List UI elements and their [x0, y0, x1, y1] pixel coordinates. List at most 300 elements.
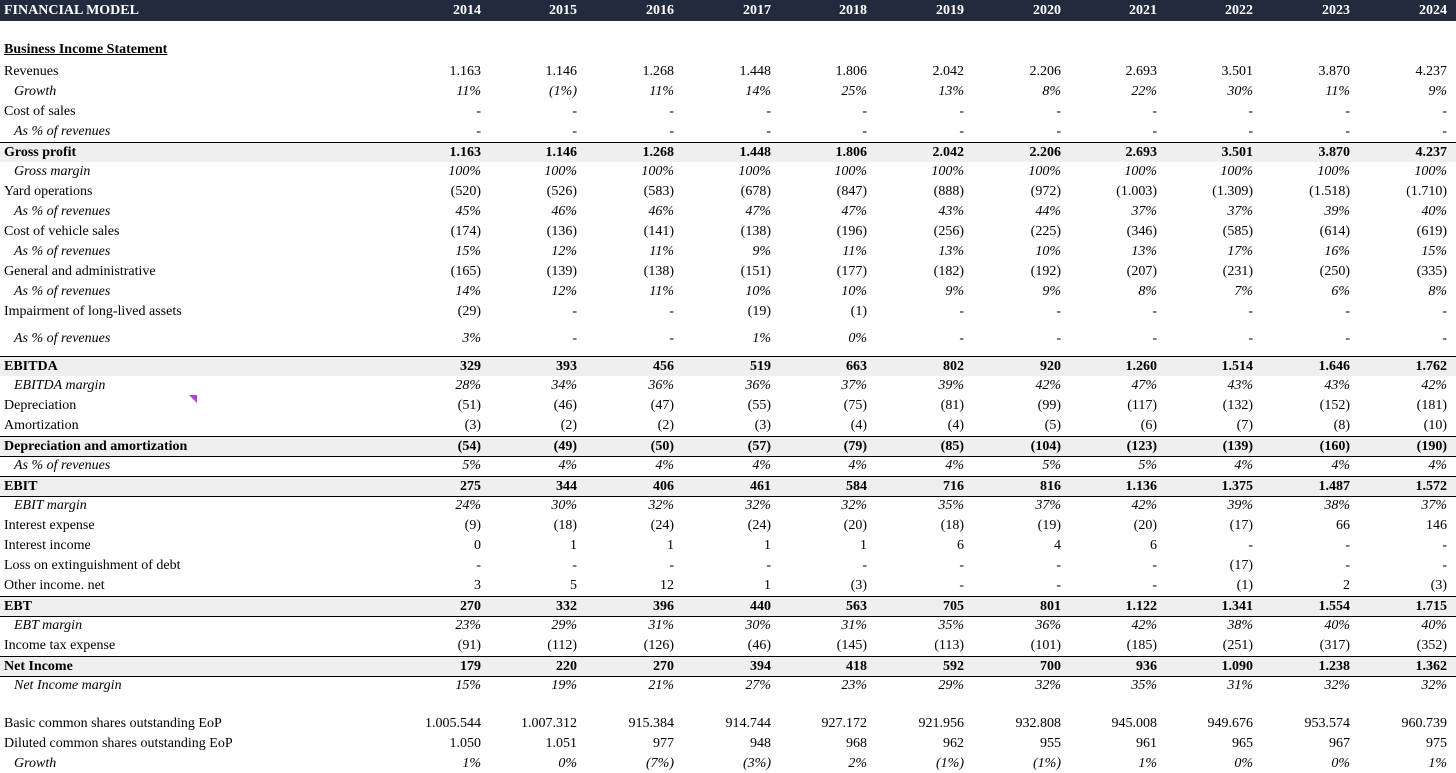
- cell-value: -: [1152, 331, 1157, 346]
- cell-value: (20): [1133, 518, 1157, 533]
- cell-value: 0: [474, 538, 481, 553]
- cell-value: (888): [933, 184, 964, 199]
- cell-value: 179: [460, 659, 481, 674]
- cell-value: 1.514: [1221, 359, 1253, 374]
- cell-value: 14%: [455, 284, 481, 299]
- cell-value: 36%: [1035, 618, 1061, 633]
- cell-value: 8%: [1138, 284, 1157, 299]
- cell-value: 19%: [551, 678, 577, 693]
- cell-value: 30%: [1227, 84, 1253, 99]
- cell-value: 1.572: [1415, 479, 1447, 494]
- cell-value: 42%: [1131, 618, 1157, 633]
- year-header: 2019: [936, 3, 964, 18]
- cell-value: 960.739: [1401, 716, 1447, 731]
- cell-value: -: [1152, 578, 1157, 593]
- cell-value: 1.163: [449, 64, 481, 79]
- cell-value: -: [959, 331, 964, 346]
- year-header: 2022: [1225, 3, 1253, 18]
- cell-value: 46%: [648, 204, 674, 219]
- cell-value: 37%: [1227, 204, 1253, 219]
- row-label: Income tax expense: [4, 638, 116, 653]
- table-row: [0, 329, 1456, 348]
- cell-value: (18): [553, 518, 577, 533]
- cell-value: (619): [1416, 224, 1447, 239]
- year-header: 2016: [646, 3, 674, 18]
- header-row: [0, 0, 1456, 21]
- cell-value: 100%: [1317, 164, 1350, 179]
- cell-value: (75): [843, 398, 867, 413]
- cell-value: 270: [653, 659, 674, 674]
- row-label: Depreciation and amortization: [4, 439, 188, 454]
- cell-value: (520): [450, 184, 481, 199]
- cell-value: -: [862, 558, 867, 573]
- cell-value: (3): [1430, 578, 1447, 593]
- cell-value: -: [1345, 304, 1350, 319]
- cell-value: 705: [943, 599, 964, 614]
- cell-value: 1%: [1428, 756, 1447, 771]
- cell-value: (2): [560, 418, 577, 433]
- row-label: EBT margin: [14, 618, 83, 633]
- cell-value: 7%: [1234, 284, 1253, 299]
- cell-value: 2.206: [1029, 64, 1061, 79]
- cell-value: 1.136: [1125, 479, 1157, 494]
- cell-value: 2.042: [932, 64, 964, 79]
- table-row: [0, 436, 1456, 457]
- cell-value: -: [1152, 304, 1157, 319]
- cell-value: (29): [457, 304, 481, 319]
- cell-value: 801: [1040, 599, 1061, 614]
- cell-value: -: [1248, 104, 1253, 119]
- cell-value: 21%: [648, 678, 674, 693]
- cell-value: (8): [1333, 418, 1350, 433]
- table-row: [0, 122, 1456, 141]
- row-label: EBITDA: [4, 359, 58, 374]
- cell-value: 584: [846, 479, 867, 494]
- table-row: [0, 576, 1456, 595]
- year-header: 2014: [453, 3, 481, 18]
- cell-value: (145): [836, 638, 867, 653]
- table-row: [0, 102, 1456, 121]
- cell-value: 968: [846, 736, 867, 751]
- table-row: [0, 714, 1456, 733]
- table-row: [0, 636, 1456, 655]
- cell-value: 961: [1136, 736, 1157, 751]
- cell-value: -: [959, 558, 964, 573]
- cell-value: (352): [1416, 638, 1447, 653]
- cell-value: 519: [750, 359, 771, 374]
- cell-value: 949.676: [1207, 716, 1253, 731]
- table-row: [0, 596, 1456, 617]
- cell-value: (231): [1222, 264, 1253, 279]
- cell-value: 11%: [649, 284, 674, 299]
- row-label: Net Income: [4, 659, 73, 674]
- cell-value: 4.237: [1415, 64, 1447, 79]
- cell-value: 29%: [551, 618, 577, 633]
- cell-value: 440: [750, 599, 771, 614]
- cell-value: 1.260: [1125, 359, 1157, 374]
- cell-value: -: [1056, 558, 1061, 573]
- table-row: [0, 396, 1456, 415]
- cell-value: 66: [1336, 518, 1350, 533]
- cell-value: -: [959, 104, 964, 119]
- cell-value: (123): [1126, 439, 1157, 454]
- cell-value: 1: [570, 538, 577, 553]
- cell-value: -: [1442, 304, 1447, 319]
- cell-value: 11%: [649, 244, 674, 259]
- table-row: [0, 202, 1456, 221]
- row-label: As % of revenues: [14, 244, 111, 259]
- cell-value: -: [1056, 331, 1061, 346]
- cell-value: 35%: [938, 618, 964, 633]
- cell-value: 2.693: [1125, 145, 1157, 160]
- cell-value: 1: [667, 538, 674, 553]
- cell-value: 396: [653, 599, 674, 614]
- cell-value: (132): [1222, 398, 1253, 413]
- cell-value: 927.172: [821, 716, 867, 731]
- cell-value: -: [1442, 104, 1447, 119]
- cell-value: (104): [1030, 439, 1061, 454]
- row-label: EBIT margin: [14, 498, 87, 513]
- cell-value: 4%: [1331, 458, 1350, 473]
- cell-value: -: [1056, 304, 1061, 319]
- cell-value: 5%: [462, 458, 481, 473]
- cell-value: (225): [1030, 224, 1061, 239]
- cell-value: (141): [643, 224, 674, 239]
- cell-value: (55): [747, 398, 771, 413]
- cell-value: 38%: [1324, 498, 1350, 513]
- year-header: 2024: [1419, 3, 1447, 18]
- cell-value: -: [476, 124, 481, 139]
- cell-value: 42%: [1035, 378, 1061, 393]
- cell-value: 1: [860, 538, 867, 553]
- cell-value: (1.309): [1212, 184, 1253, 199]
- cell-value: (196): [836, 224, 867, 239]
- cell-value: (19): [1037, 518, 1061, 533]
- cell-value: (5): [1044, 418, 1061, 433]
- cell-value: 1: [764, 578, 771, 593]
- cell-value: 15%: [455, 244, 481, 259]
- cell-value: 329: [460, 359, 481, 374]
- cell-value: (99): [1037, 398, 1061, 413]
- year-header: 2015: [549, 3, 577, 18]
- cell-value: 332: [556, 599, 577, 614]
- cell-value: 37%: [841, 378, 867, 393]
- cell-value: 42%: [1421, 378, 1447, 393]
- cell-value: 955: [1040, 736, 1061, 751]
- cell-value: 1.646: [1318, 359, 1350, 374]
- table-row: [0, 182, 1456, 201]
- cell-value: 15%: [455, 678, 481, 693]
- cell-value: 3.501: [1221, 145, 1253, 160]
- cell-value: 3: [474, 578, 481, 593]
- table-row: [0, 516, 1456, 535]
- row-label: As % of revenues: [14, 284, 111, 299]
- cell-value: 2%: [848, 756, 867, 771]
- year-header: 2023: [1322, 3, 1350, 18]
- cell-value: 2: [1343, 578, 1350, 593]
- cell-value: (207): [1126, 264, 1157, 279]
- cell-value: 932.808: [1015, 716, 1061, 731]
- cell-value: -: [766, 558, 771, 573]
- table-row: [0, 476, 1456, 497]
- cell-value: -: [1345, 104, 1350, 119]
- cell-value: 32%: [1324, 678, 1350, 693]
- cell-value: 37%: [1035, 498, 1061, 513]
- cell-value: (190): [1416, 439, 1447, 454]
- cell-value: 28%: [455, 378, 481, 393]
- cell-value: -: [862, 104, 867, 119]
- row-label: Impairment of long-lived assets: [4, 304, 182, 319]
- cell-value: 37%: [1421, 498, 1447, 513]
- cell-value: 5: [570, 578, 577, 593]
- row-label: Interest income: [4, 538, 91, 553]
- cell-value: 23%: [455, 618, 481, 633]
- cell-value: 100%: [1220, 164, 1253, 179]
- cell-value: 1.375: [1221, 479, 1253, 494]
- cell-value: 1.341: [1221, 599, 1253, 614]
- row-label: Cost of sales: [4, 104, 76, 119]
- cell-value: 100%: [834, 164, 867, 179]
- cell-value: (101): [1030, 638, 1061, 653]
- cell-value: (54): [457, 439, 481, 454]
- table-row: [0, 242, 1456, 261]
- cell-value: -: [1152, 124, 1157, 139]
- cell-value: 1.487: [1318, 479, 1350, 494]
- cell-value: 967: [1329, 736, 1350, 751]
- row-label: Amortization: [4, 418, 79, 433]
- cell-value: (113): [934, 638, 964, 653]
- cell-value: -: [1442, 124, 1447, 139]
- table-row: [0, 656, 1456, 677]
- cell-value: 38%: [1227, 618, 1253, 633]
- cell-value: 45%: [455, 204, 481, 219]
- table-row: [0, 302, 1456, 321]
- cell-value: -: [476, 558, 481, 573]
- cell-value: 1.238: [1318, 659, 1350, 674]
- cell-value: 10%: [841, 284, 867, 299]
- table-row: [0, 754, 1456, 773]
- cell-value: 10%: [1035, 244, 1061, 259]
- cell-value: (1.518): [1309, 184, 1350, 199]
- section-title: Business Income Statement: [4, 42, 168, 57]
- cell-value: 3%: [462, 331, 481, 346]
- cell-value: 1.806: [835, 64, 867, 79]
- table-row: [0, 496, 1456, 515]
- cell-value: (139): [1222, 439, 1253, 454]
- cell-value: 1.448: [739, 64, 771, 79]
- cell-value: 4.237: [1415, 145, 1447, 160]
- cell-value: (81): [940, 398, 964, 413]
- cell-value: (91): [457, 638, 481, 653]
- cell-value: -: [572, 304, 577, 319]
- cell-value: 4%: [945, 458, 964, 473]
- year-header: 2017: [743, 3, 771, 18]
- cell-value: -: [1345, 331, 1350, 346]
- table-row: [0, 282, 1456, 301]
- cell-value: (46): [747, 638, 771, 653]
- cell-value: (1.710): [1406, 184, 1447, 199]
- cell-value: 1.005.544: [425, 716, 481, 731]
- cell-value: 39%: [938, 378, 964, 393]
- cell-value: -: [669, 124, 674, 139]
- table-row: [0, 142, 1456, 162]
- cell-value: -: [862, 124, 867, 139]
- cell-value: 2.042: [932, 145, 964, 160]
- cell-value: -: [572, 331, 577, 346]
- cell-value: (3): [850, 578, 867, 593]
- cell-value: 10%: [745, 284, 771, 299]
- cell-value: 921.956: [918, 716, 964, 731]
- cell-value: 1.122: [1125, 599, 1157, 614]
- row-label: Revenues: [4, 64, 59, 79]
- table-row: [0, 162, 1456, 181]
- cell-value: (185): [1126, 638, 1157, 653]
- table-row: [0, 616, 1456, 635]
- cell-value: 24%: [455, 498, 481, 513]
- cell-value: (346): [1126, 224, 1157, 239]
- cell-value: 1.362: [1415, 659, 1447, 674]
- year-header: 2021: [1129, 3, 1157, 18]
- cell-value: (138): [643, 264, 674, 279]
- cell-value: 13%: [938, 244, 964, 259]
- cell-value: 3.501: [1221, 64, 1253, 79]
- cell-value: 802: [943, 359, 964, 374]
- row-label: Gross margin: [14, 164, 91, 179]
- cell-value: 11%: [456, 84, 481, 99]
- cell-value: 32%: [841, 498, 867, 513]
- cell-value: -: [1442, 558, 1447, 573]
- cell-value: 100%: [544, 164, 577, 179]
- cell-value: (678): [740, 184, 771, 199]
- cell-value: (138): [740, 224, 771, 239]
- cell-value: 1.050: [449, 736, 481, 751]
- table-row: [0, 356, 1456, 376]
- cell-value: (46): [553, 398, 577, 413]
- cell-value: -: [1442, 538, 1447, 553]
- cell-value: 945.008: [1111, 716, 1157, 731]
- cell-value: (17): [1229, 518, 1253, 533]
- cell-value: (151): [740, 264, 771, 279]
- cell-value: 936: [1136, 659, 1157, 674]
- cell-value: (50): [650, 439, 674, 454]
- cell-value: 47%: [841, 204, 867, 219]
- cell-value: 275: [460, 479, 481, 494]
- table-row: [0, 734, 1456, 753]
- cell-value: (1): [850, 304, 867, 319]
- cell-value: 406: [653, 479, 674, 494]
- cell-value: 100%: [738, 164, 771, 179]
- cell-value: 344: [556, 479, 577, 494]
- cell-value: 948: [750, 736, 771, 751]
- cell-value: 13%: [938, 84, 964, 99]
- table-row: [0, 456, 1456, 475]
- cell-value: 22%: [1131, 84, 1157, 99]
- cell-value: 30%: [551, 498, 577, 513]
- cell-value: 977: [653, 736, 674, 751]
- cell-value: -: [766, 124, 771, 139]
- cell-value: 1.715: [1415, 599, 1447, 614]
- cell-value: (9): [464, 518, 481, 533]
- cell-value: 9%: [945, 284, 964, 299]
- cell-value: 100%: [641, 164, 674, 179]
- cell-value: 1.007.312: [521, 716, 577, 731]
- row-label: Cost of vehicle sales: [4, 224, 120, 239]
- cell-value: 16%: [1324, 244, 1350, 259]
- cell-value: 31%: [648, 618, 674, 633]
- cell-value: 17%: [1227, 244, 1253, 259]
- cell-value: 915.384: [628, 716, 674, 731]
- cell-value: 12: [660, 578, 674, 593]
- cell-value: 1.268: [642, 64, 674, 79]
- cell-value: 4: [1054, 538, 1061, 553]
- cell-value: (2): [657, 418, 674, 433]
- cell-value: (251): [1222, 638, 1253, 653]
- cell-value: 47%: [745, 204, 771, 219]
- table-row: [0, 62, 1456, 81]
- table-row: [0, 556, 1456, 575]
- cell-value: 1.163: [449, 145, 481, 160]
- cell-value: 2.693: [1125, 64, 1157, 79]
- cell-value: (335): [1416, 264, 1447, 279]
- cell-value: (79): [843, 439, 867, 454]
- cell-value: -: [1056, 104, 1061, 119]
- table-row: [0, 222, 1456, 241]
- cell-value: 6: [957, 538, 964, 553]
- cell-value: (3): [464, 418, 481, 433]
- cell-value: (3): [754, 418, 771, 433]
- cell-value: 816: [1040, 479, 1061, 494]
- cell-value: 700: [1040, 659, 1061, 674]
- row-label: General and administrative: [4, 264, 156, 279]
- cell-value: 31%: [841, 618, 867, 633]
- cell-value: (19): [747, 304, 771, 319]
- row-label: EBIT: [4, 479, 38, 494]
- row-label: Net Income margin: [14, 678, 122, 693]
- table-row: [0, 262, 1456, 281]
- cell-value: 975: [1426, 736, 1447, 751]
- cell-value: 461: [750, 479, 771, 494]
- cell-value: 13%: [1131, 244, 1157, 259]
- row-label: Basic common shares outstanding EoP: [4, 716, 222, 731]
- cell-value: 35%: [938, 498, 964, 513]
- cell-value: 270: [460, 599, 481, 614]
- cell-value: (174): [450, 224, 481, 239]
- cell-value: 32%: [1035, 678, 1061, 693]
- cell-value: 44%: [1035, 204, 1061, 219]
- cell-value: (17): [1229, 558, 1253, 573]
- cell-value: (4): [850, 418, 867, 433]
- cell-value: (7): [1236, 418, 1253, 433]
- cell-value: 40%: [1324, 618, 1350, 633]
- cell-value: -: [476, 104, 481, 119]
- cell-value: 393: [556, 359, 577, 374]
- cell-value: 418: [846, 659, 867, 674]
- cell-value: 9%: [752, 244, 771, 259]
- cell-value: 31%: [1227, 678, 1253, 693]
- cell-value: (585): [1222, 224, 1253, 239]
- cell-value: 46%: [551, 204, 577, 219]
- cell-value: 1.448: [739, 145, 771, 160]
- cell-value: -: [1248, 331, 1253, 346]
- cell-value: 6: [1150, 538, 1157, 553]
- cell-value: -: [669, 558, 674, 573]
- cell-value: -: [572, 104, 577, 119]
- cell-value: 23%: [841, 678, 867, 693]
- row-label: Diluted common shares outstanding EoP: [4, 736, 233, 751]
- cell-value: (117): [1127, 398, 1157, 413]
- row-label: Gross profit: [4, 145, 77, 160]
- cell-value: 100%: [448, 164, 481, 179]
